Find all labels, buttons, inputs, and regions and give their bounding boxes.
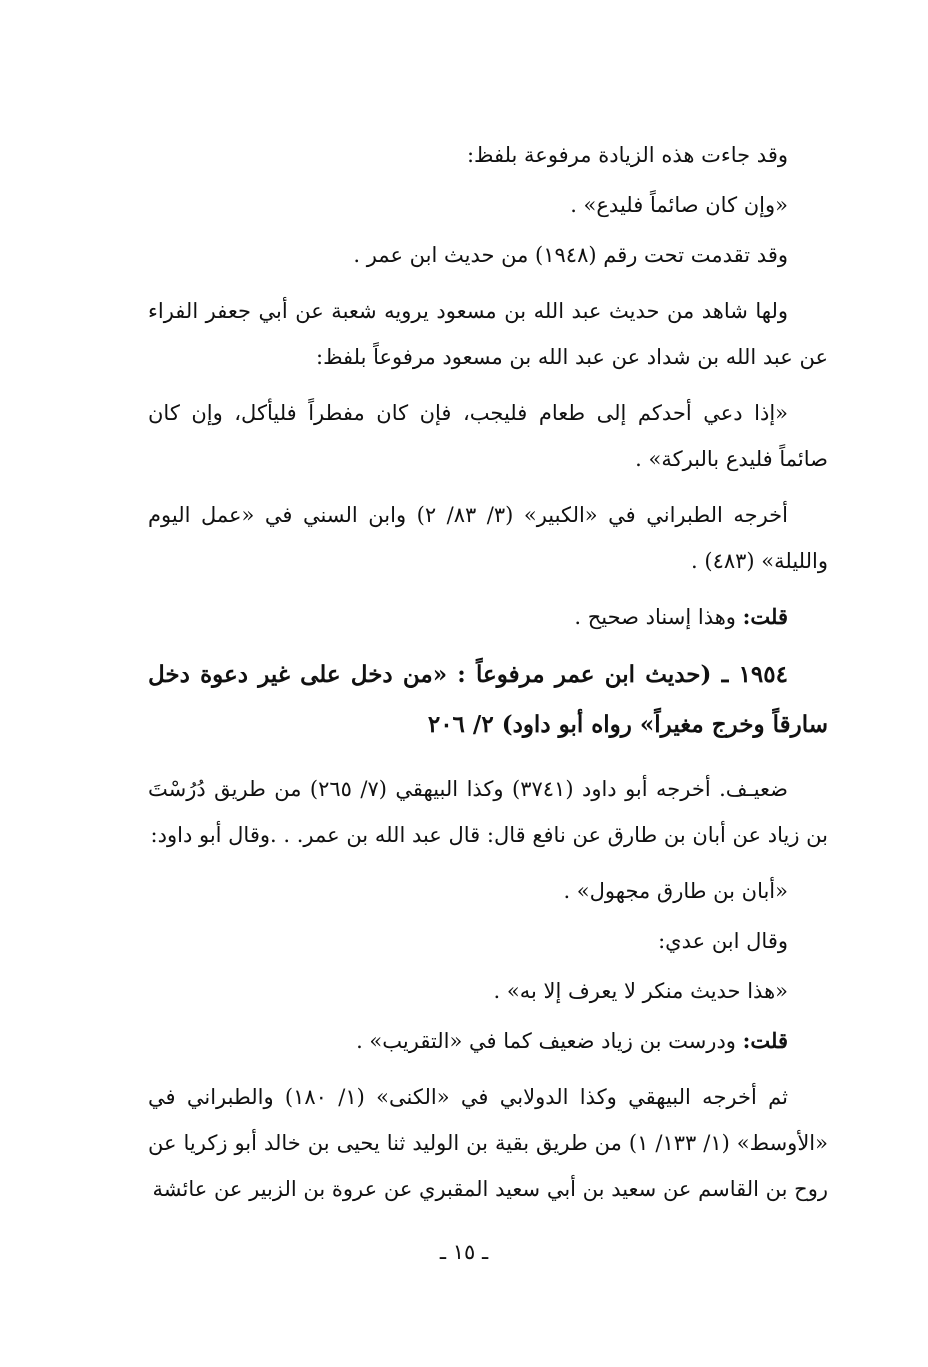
hadith-heading: ١٩٥٤ ـ (حديث ابن عمر مرفوعاً : «من دخل على غير دعوة دخل سارقاً وخرج مغيراً» رواه أبو داود) ٢/ ٢٠٦	[148, 661, 828, 738]
qultu-label: قلت:	[742, 1028, 788, 1053]
qultu-text: وهذا إسناد صحيح .	[574, 605, 743, 629]
qultu-paragraph-1	[148, 594, 828, 640]
qultu-label: قلت:	[742, 604, 788, 629]
paragraph-shahid: ولها شاهد من حديث عبد الله بن مسعود يرويه شعبة عن أبي جعفر الفراء عن عبد الله بن شداد عن عبد الله بن مسعود مرفوعاً بلفظ:	[148, 299, 828, 369]
quoted-hadith: «إذا دعي أحدكم إلى طعام فليجب، فإن كان مفطراً فليأكل، وإن كان صائماً فليدع بالبركة» .	[148, 401, 828, 471]
quoted-abu-dawud: «أبان بن طارق مجهول» .	[563, 879, 788, 903]
paragraph-final: ثم أخرجه البيهقي وكذا الدولابي في «الكنى» (١/ ١٨٠) والطبراني في «الأوسط» (١/ ١٣٣/ ١) من طريق بقية بن الوليد ثنا يحيى بن خالد أبو زكريا عن روح بن القاسم عن سعيد بن أبي سعيد المقبري عن عروة بن الزبير عن عائشة	[148, 1085, 828, 1201]
document-body	[148, 132, 828, 1222]
qultu-paragraph-2	[148, 1018, 828, 1064]
paragraph-ibn-adi: وقال ابن عدي:	[658, 929, 788, 953]
paragraph-daif: ضعيـف. أخرجه أبو داود (٣٧٤١) وكذا البيهقي (٧/ ٢٦٥) من طريق دُرُسْتَ بن زياد عن أبان بن طارق عن نافع قال: قال عبد الله بن عمر. . .وقال أبو داود:	[148, 777, 828, 847]
qultu-text: ودرست بن زياد ضعيف كما في «التقريب» .	[356, 1029, 743, 1053]
quoted-ibn-adi: «هذا حديث منكر لا يعرف إلا به» .	[493, 979, 788, 1003]
paragraph-takhrij: أخرجه الطبراني في «الكبير» (٣/ ٨٣/ ٢) وابن السني في «عمل اليوم والليلة» (٤٨٣) .	[148, 503, 828, 573]
paragraph-intro: وقد جاءت هذه الزيادة مرفوعة بلفظ:	[466, 143, 788, 167]
page-number: ـ ١٥ ـ	[439, 1240, 489, 1264]
paragraph-reference: وقد تقدمت تحت رقم (١٩٤٨) من حديث ابن عمر .	[353, 243, 788, 267]
quoted-wording: «وإن كان صائماً فليدع» .	[570, 193, 788, 217]
